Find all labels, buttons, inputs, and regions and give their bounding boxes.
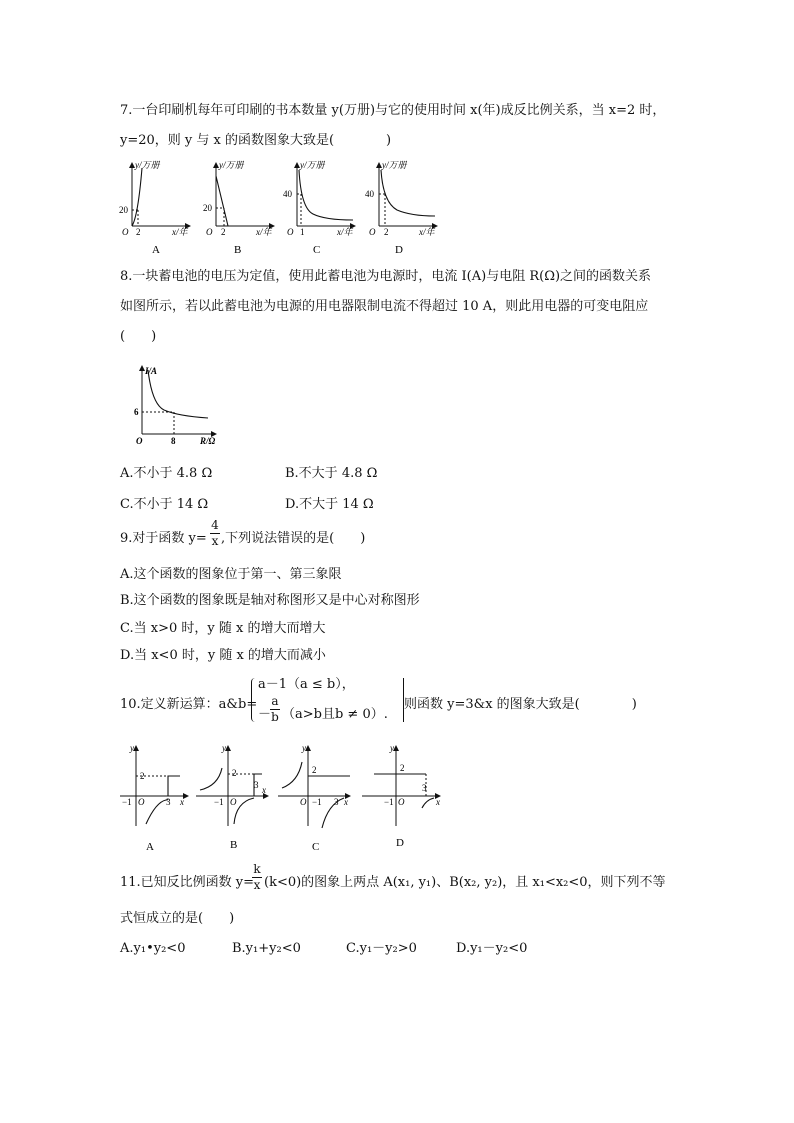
q10-b-xtick: 3 <box>254 780 259 790</box>
q9-option-d: D.当 x<0 时，y 随 x 的增大而减小 <box>120 648 326 663</box>
q8-option-c: C.不小于 14 Ω <box>120 497 209 512</box>
q7-a-label: A <box>152 244 160 256</box>
q10-d-label: D <box>396 837 404 849</box>
q7-c-xlabel: x/年 <box>337 227 353 237</box>
q10-c-origin: O <box>300 797 307 807</box>
q9-option-a: A.这个函数的图象位于第一、第三象限 <box>120 567 342 582</box>
q11-option-c: C.y₁－y₂>0 <box>346 941 417 956</box>
q10-a-origin: O <box>138 797 145 807</box>
q8-option-a: A.不小于 4.8 Ω <box>120 466 213 481</box>
q7-graph-d <box>365 160 437 256</box>
q8-stem-line2: 如图所示，若以此蓄电池为电源的用电器限制电流不得超过 10 A，则此用电器的可变电阻应 <box>120 299 649 314</box>
q7-c-xtick: 1 <box>300 227 305 237</box>
q8-stem-line1: 8.一块蓄电池的电压为定值，使用此蓄电池为电源时，电流 I(A)与电阻 R(Ω)之间的函数关系 <box>120 269 652 284</box>
q7-a-ylabel: y/万册 <box>135 160 160 170</box>
q10-case2-fraction <box>270 694 280 725</box>
q11-stem-line2: 式恒成立的是( ) <box>120 911 235 926</box>
q8-xtick: 8 <box>171 436 176 446</box>
q9-stem-post: ,下列说法错误的是( ) <box>221 531 366 546</box>
q7-c-origin: O <box>287 227 294 237</box>
q10-c-ytick: 2 <box>312 765 317 775</box>
q7-graph-a <box>119 160 190 256</box>
q10-a-label: A <box>146 841 154 853</box>
q7-c-label: C <box>313 244 321 256</box>
q10-graph-c <box>278 743 350 853</box>
q8-xlabel: R/Ω <box>200 436 216 446</box>
q10-a-ytick: 2 <box>140 771 145 781</box>
q10-graph-d <box>362 743 440 849</box>
q10-c-x: x <box>344 797 348 807</box>
q7-d-label: D <box>395 244 403 256</box>
q9-option-c: C.当 x>0 时，y 随 x 的增大而增大 <box>120 621 326 636</box>
q11-stem-pre: 11.已知反比例函数 y= <box>120 875 255 890</box>
q7-graph-b <box>203 160 274 256</box>
q7-a-origin: O <box>122 227 129 237</box>
q7-a-ytick: 20 <box>119 205 128 215</box>
q11-option-b: B.y₁+y₂<0 <box>232 941 301 956</box>
q7-a-xlabel: x/年 <box>172 227 188 237</box>
q10-case2-den: b <box>271 710 279 724</box>
q10-b-label: B <box>230 839 238 851</box>
q7-stem-line2: y=20，则 y 与 x 的函数图象大致是( ) <box>120 133 392 148</box>
q10-b-xneg: −1 <box>214 797 224 807</box>
q7-stem-line1: 7.一台印刷机每年可印刷的书本数量 y(万册)与它的使用时间 x(年)成反比例关系，当 x=2 时， <box>120 103 666 118</box>
q7-graphs <box>112 158 442 258</box>
q10-c-xneg: −1 <box>312 797 322 807</box>
q10-a-y: y <box>130 743 134 753</box>
q10-d-ytick: 2 <box>400 763 405 773</box>
q10-case2-num: a <box>271 694 279 708</box>
q11-option-d: D.y₁－y₂<0 <box>456 941 528 956</box>
q11-fraction-num: k <box>253 862 261 876</box>
q10-graphs <box>116 742 446 854</box>
q9-fraction <box>210 518 220 549</box>
q7-d-ylabel: y/万册 <box>382 160 407 170</box>
q10-a-xtick: 3 <box>166 797 171 807</box>
q7-d-origin: O <box>369 227 376 237</box>
q8-option-d: D.不大于 14 Ω <box>285 497 374 512</box>
q10-graph-a <box>120 743 188 853</box>
q10-b-x: x <box>262 785 266 795</box>
q10-b-origin: O <box>230 797 237 807</box>
q8-option-b: B.不大于 4.8 Ω <box>285 466 378 481</box>
q9-stem-pre: 9.对于函数 y= <box>120 531 207 546</box>
q7-b-label: B <box>234 244 242 256</box>
q10-d-y: y <box>390 743 394 753</box>
q7-b-xtick: 2 <box>221 227 226 237</box>
q10-c-xtick: 3 <box>334 797 339 807</box>
q11-fraction-den: x <box>253 878 261 892</box>
q7-d-ytick: 40 <box>365 189 374 199</box>
q10-c-y: y <box>302 743 306 753</box>
q9-fraction-num: 4 <box>211 518 219 532</box>
q8-stem-line3: ( ) <box>120 329 157 344</box>
q10-case2-cond: （a>b且b ≠ 0）. <box>282 707 388 722</box>
q11-fraction <box>252 862 262 893</box>
q7-b-origin: O <box>206 227 213 237</box>
q7-d-xlabel: x/年 <box>419 227 435 237</box>
q10-stem-post: 则函数 y=3&x 的图象大致是( ) <box>404 697 637 712</box>
q9-fraction-den: x <box>211 534 219 548</box>
q10-d-x: x <box>436 797 440 807</box>
q8-graph <box>130 362 240 448</box>
q9-option-b: B.这个函数的图象既是轴对称图形又是中心对称图形 <box>120 593 420 608</box>
q10-b-ytick: 2 <box>232 768 237 778</box>
q7-d-xtick: 2 <box>384 227 389 237</box>
q8-ylabel: I/A <box>145 366 158 376</box>
q10-d-origin: O <box>398 797 405 807</box>
q7-b-xlabel: x/年 <box>256 227 272 237</box>
q7-c-ylabel: y/万册 <box>300 160 325 170</box>
q7-a-xtick: 2 <box>136 227 141 237</box>
q10-a-x: x <box>180 797 184 807</box>
q8-ytick: 6 <box>134 407 139 417</box>
q10-stem-pre: 10.定义新运算：a&b= <box>120 697 258 712</box>
q7-b-ylabel: y/万册 <box>219 160 244 170</box>
q10-case2-neg: － <box>258 707 272 722</box>
q11-option-a: A.y₁•y₂<0 <box>120 941 186 956</box>
q7-b-ytick: 20 <box>203 203 212 213</box>
q10-d-xneg: −1 <box>384 797 394 807</box>
q11-stem-post: (k<0)的图象上两点 A(x₁, y₁)、B(x₂, y₂)，且 x₁<x₂<0，则下列不等 <box>264 875 666 890</box>
q7-c-ytick: 40 <box>283 189 292 199</box>
q10-b-y: y <box>222 743 226 753</box>
q10-brace <box>251 678 258 722</box>
q8-origin: O <box>136 436 143 446</box>
q10-d-xtick: 3 <box>422 783 427 793</box>
q10-case1: a－1（a ≤ b）， <box>258 677 355 692</box>
q10-c-label: C <box>312 841 320 853</box>
q10-graph-b <box>196 743 268 851</box>
q10-a-xneg: −1 <box>122 797 132 807</box>
q7-graph-c <box>283 160 355 256</box>
